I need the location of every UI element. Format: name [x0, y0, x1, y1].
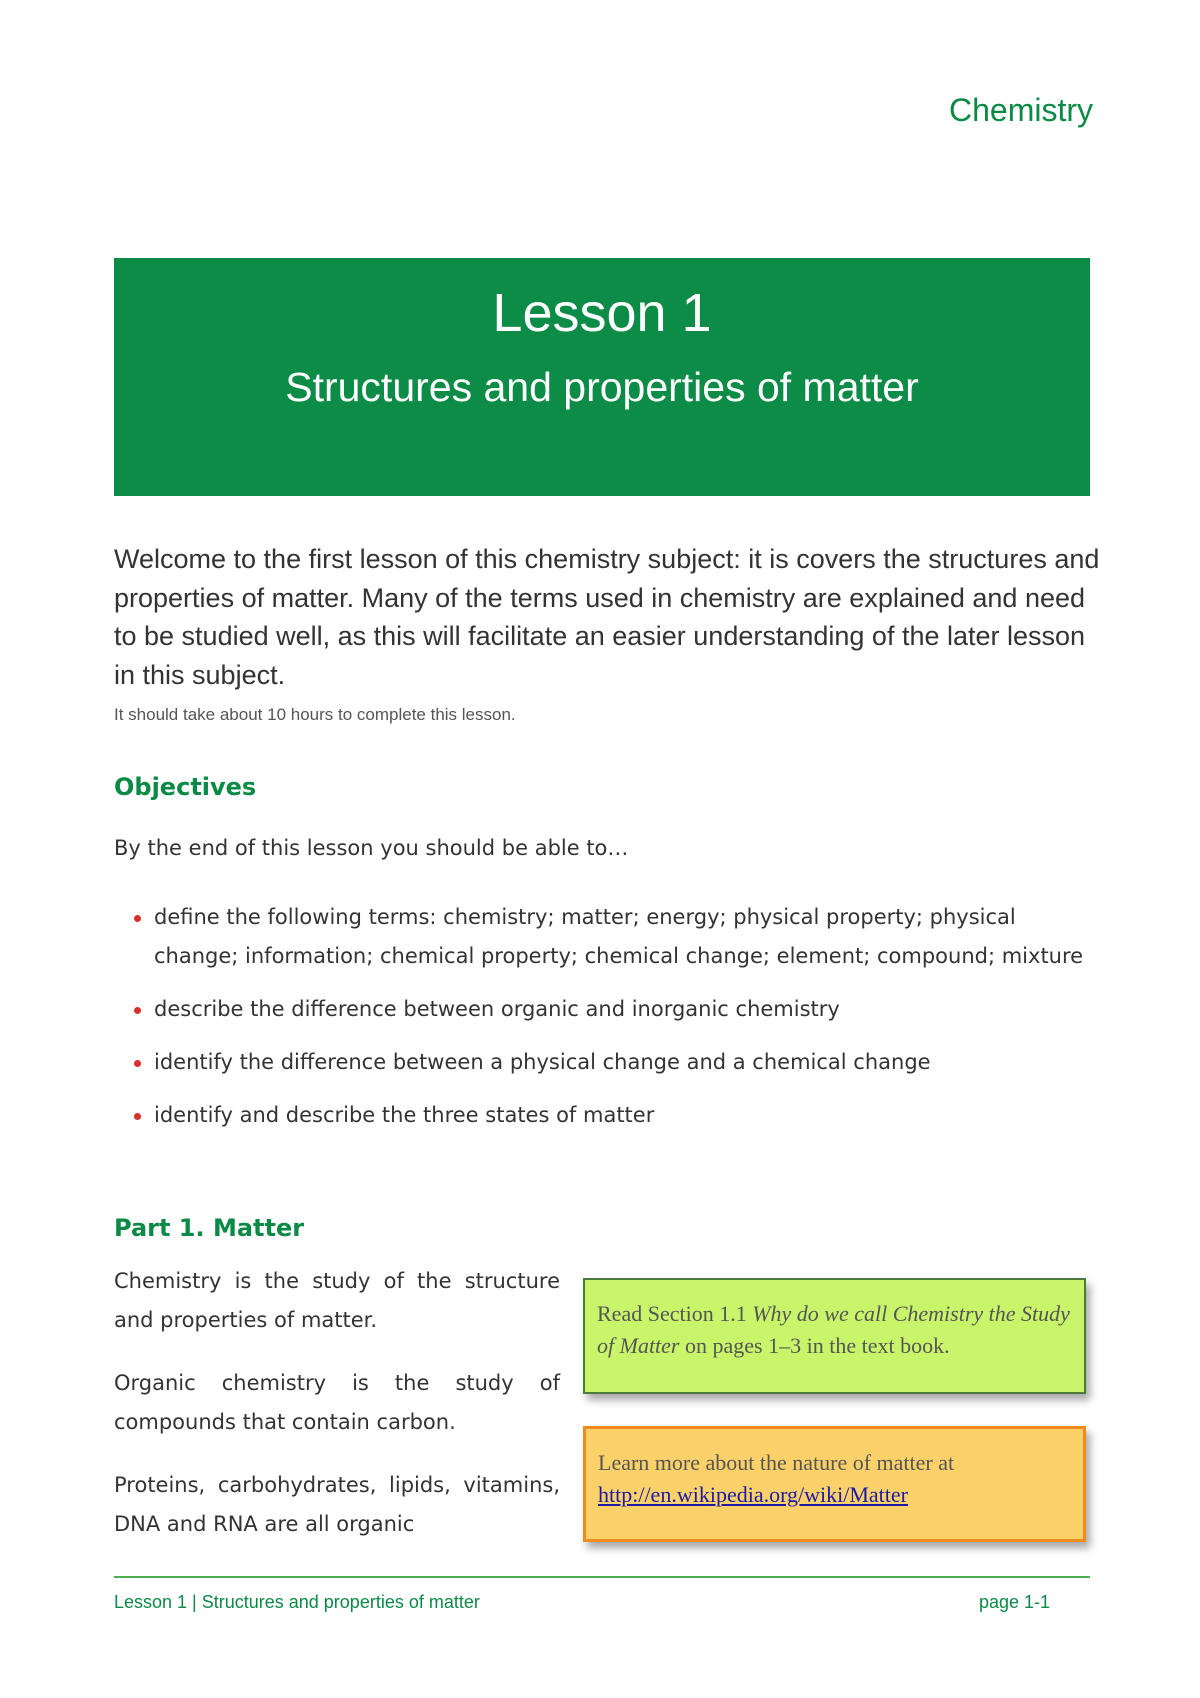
bullet-icon	[134, 1060, 141, 1067]
list-item: identify the difference between a physical change and a chemical change	[114, 1043, 1094, 1082]
bullet-icon	[134, 1113, 141, 1120]
part1-paragraph: Chemistry is the study of the structure and properties of matter.	[114, 1269, 560, 1332]
page-number: page 1-1	[978, 1592, 1050, 1612]
lesson-title: Lesson 1	[492, 283, 712, 343]
list-item: describe the difference between organic and inorganic chemistry	[114, 990, 1094, 1029]
bullet-icon	[134, 1007, 141, 1014]
objectives-list	[114, 898, 1094, 1149]
footer-lesson-title: Lesson 1 | Structures and properties of matter	[114, 1592, 480, 1612]
subject-title: Chemistry	[948, 92, 1093, 128]
objectives-heading: Objectives	[114, 773, 257, 801]
bullet-icon	[134, 915, 141, 922]
intro-paragraph: Welcome to the first lesson of this chemistry subject: it is covers the structures and properties of matter. Many of the terms used in chemistry are explained and need to be studied well, as this will facilitate an easier understanding of the later lesson in this subject.	[114, 544, 1100, 690]
list-item: define the following terms: chemistry; matter; energy; physical property; physical change; information; chemical property; chemical change; element; compound; mixture	[114, 898, 1094, 976]
learn-more-callout: Learn more about the nature of matter at http://en.wikipedia.org/wiki/Matter	[583, 1426, 1086, 1542]
footer-divider	[114, 1576, 1090, 1578]
lesson-subtitle: Structures and properties of matter	[285, 364, 919, 410]
list-item: identify and describe the three states of matter	[114, 1096, 1094, 1135]
part1-paragraph: Organic chemistry is the study of compounds that contain carbon.	[114, 1371, 560, 1434]
reading-section-title: Why do we call Chemistry the Study of Matter	[597, 1301, 1070, 1358]
wikipedia-link[interactable]: http://en.wikipedia.org/wiki/Matter	[598, 1482, 908, 1507]
duration-note: It should take about 10 hours to complete this lesson.	[114, 705, 516, 724]
objectives-lead: By the end of this lesson you should be able to…	[114, 836, 629, 860]
part1-paragraph: Proteins, carbohydrates, lipids, vitamins, DNA and RNA are all organic	[114, 1473, 560, 1536]
lesson-banner	[114, 258, 1090, 496]
part1-text-column	[114, 1262, 560, 1544]
reading-callout: Read Section 1.1 Why do we call Chemistry the Study of Matter on pages 1–3 in the text book.	[583, 1278, 1086, 1394]
part1-heading: Part 1. Matter	[114, 1214, 305, 1242]
